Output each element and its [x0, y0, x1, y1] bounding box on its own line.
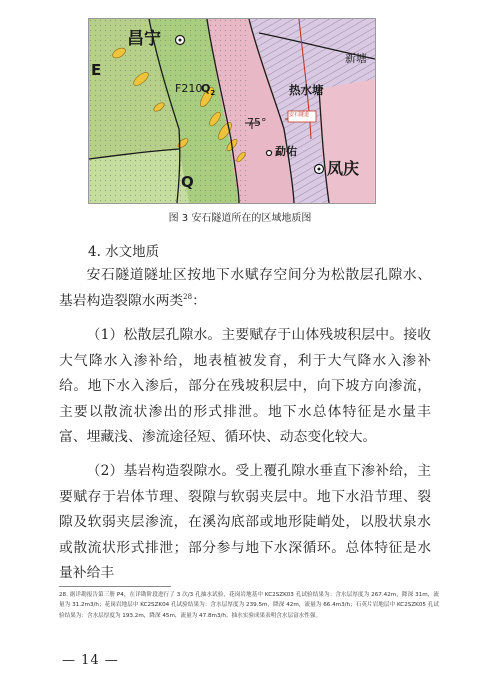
map-label-xintang: 新塘: [345, 52, 367, 65]
paragraph-intro: 安石隧道隧址区按地下水赋存空间分为松散层孔隙水、基岩构造裂隙水两类$^{28}$：: [59, 267, 431, 309]
map-label-q-bottom: Q: [181, 173, 194, 191]
footnote-divider: [59, 586, 171, 587]
figure-caption: 图 3 安石隧道所在的区域地质图: [168, 213, 312, 224]
map-zone-pink-east: [319, 79, 375, 203]
map-label-f210: F210: [175, 82, 203, 95]
footnote-ref[interactable]: 28: [183, 292, 193, 301]
map-label-fengqing: 凤庆: [327, 159, 360, 178]
map-label-dip: 75°: [247, 116, 267, 129]
page-number: — 14 —: [62, 653, 119, 668]
map-label-changning: 昌宁: [127, 29, 161, 49]
paragraph-bedrock-fissure-water: （2）基岩构造裂隙水。受上覆孔隙水垂直下渗补给，主要赋存于岩体节理、裂隙与软弱夹层中。地下水沿节理、裂隙及软弱夹层渗流，在溪沟底部或地形陡峭处，以股状泉水或散流状形式排泄；部分参与地下水深循环。总体特征是水量补给丰: [59, 463, 431, 581]
map-label-q-top: $Q_2$: [201, 82, 216, 98]
map-label-tunnel: 安石隧道: [289, 112, 310, 118]
footnote-text: 28. 据详勘报告第三册 P4，在详勘阶段进行了 3 次/3 孔抽水试验，花岗岩地基中 KC2SZK03 孔试验结果为：含水层厚度为 267.42m，降深 31m，流量为 31.2m3/h；花岗岩地层中 KC2SZK04 孔试验结果为：含水层厚度为 239.5m，降深 42m，流量为 66.4m3/h；石英片岩地层中 KC2SZK05 孔试验结果为：含水层厚度为 193.2m，降深 45m，流量为 47.8m3/h。抽水实验成果表明含水层富水性强。: [59, 592, 439, 619]
section-heading: 4. 水文地质: [88, 244, 160, 260]
map-label-e-left: E: [91, 61, 102, 79]
map-label-reshuitang: 热水塘: [289, 83, 324, 97]
map-label-mengyou: 勐佑: [275, 145, 297, 158]
geologic-map: [88, 18, 376, 204]
paragraph-loose-layer-water: （1）松散层孔隙水。主要赋存于山体残坡积层中。接收大气降水入渗补给，地表植被发育，利于大气降水入渗补给。地下水入渗后，部分在残坡积层中，向下坡方向渗流，主要以散流状渗出的形式排泄。地下水总体特征是水量丰富、埋藏浅、渗流途径短、循环快、动态变化较大。: [59, 327, 431, 445]
